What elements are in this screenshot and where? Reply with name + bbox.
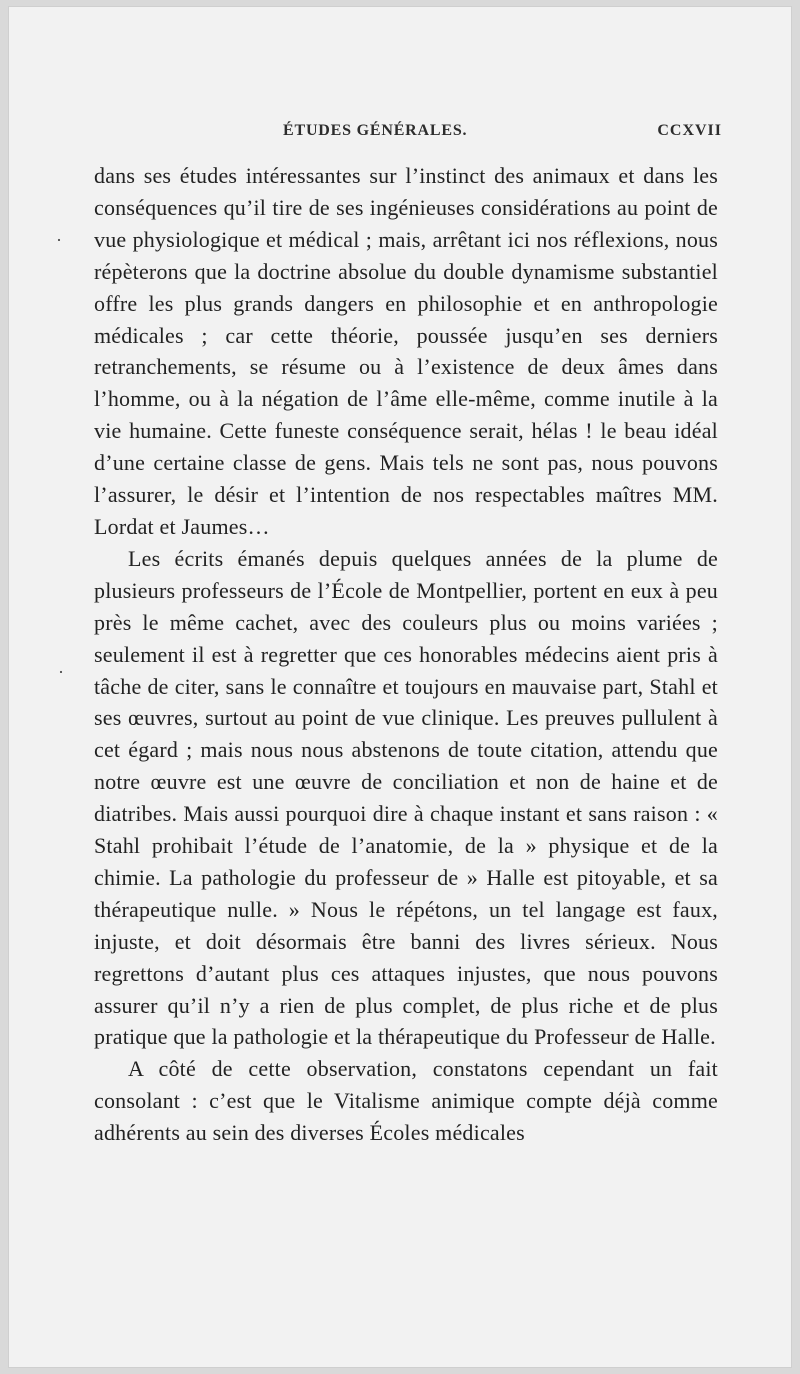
paragraph-2: Les écrits émanés depuis quelques années de la plume de plusieurs professeurs de l’École de Montpellier, portent en eux à peu près le même cachet, avec des couleurs plus ou moins variées ; seulement il est à regretter que ces honorables médecins aient pris à tâche de citer, sans le connaître et toujours en mauvaise part, Stahl et ses œuvres, surtout au point de vue clinique. Les preuves pullulent à cet égard ; mais nous nous abstenons de toute citation, attendu que notre œuvre est une œuvre de conciliation et non de haine et de diatribes. Mais aussi pourquoi dire à chaque instant et sans raison : « Stahl prohibait l’étude de l’anatomie, de la » physique et de la chimie. La pathologie du professeur de » Halle est pitoyable, et sa thérapeutique nulle. » Nous le répétons, un tel langage est faux, injuste, et doit désormais être banni des livres sérieux. Nous regrettons d’autant plus ces attaques injustes, que nous pouvons assurer qu’il n’y a rien de plus complet, de plus riche et de plus pratique que la pathologie et la thérapeutique du Professeur de Halle. xyxy=(94,545,718,1050)
book-page xyxy=(8,6,792,1368)
page-body xyxy=(94,160,718,1149)
running-title: ÉTUDES GÉNÉRALES. xyxy=(283,122,468,139)
paragraph-3: A côté de cette observation, constatons cependant un fait consolant : c’est que le Vitalisme animique compte déjà comme adhérents au sein des diverses Écoles médicales xyxy=(94,1056,718,1146)
page-header xyxy=(8,122,792,150)
margin-mark-left-1: · xyxy=(56,230,62,250)
margin-mark-left-2: · xyxy=(58,662,64,682)
page-number: CCXVII xyxy=(657,122,722,139)
paragraph-1: dans ses études intéressantes sur l’instinct des animaux et dans les conséquences qu’il tire de ses ingénieuses considérations au point de vue physiologique et médical ; mais, arrêtant ici nos réflexions, nous répèterons que la doctrine absolue du double dynamisme substantiel offre les plus grands dangers en philosophie et en anthropologie médicales ; car cette théorie, poussée jusqu’en ses derniers retranchements, se résume ou à l’existence de deux âmes dans l’homme, ou à la négation de l’âme elle-même, comme inutile à la vie humaine. Cette funeste conséquence serait, hélas ! le beau idéal d’une certaine classe de gens. Mais tels ne sont pas, nous pouvons l’assurer, le désir et l’intention de nos respectables maîtres MM. Lordat et Jaumes… xyxy=(94,163,718,539)
